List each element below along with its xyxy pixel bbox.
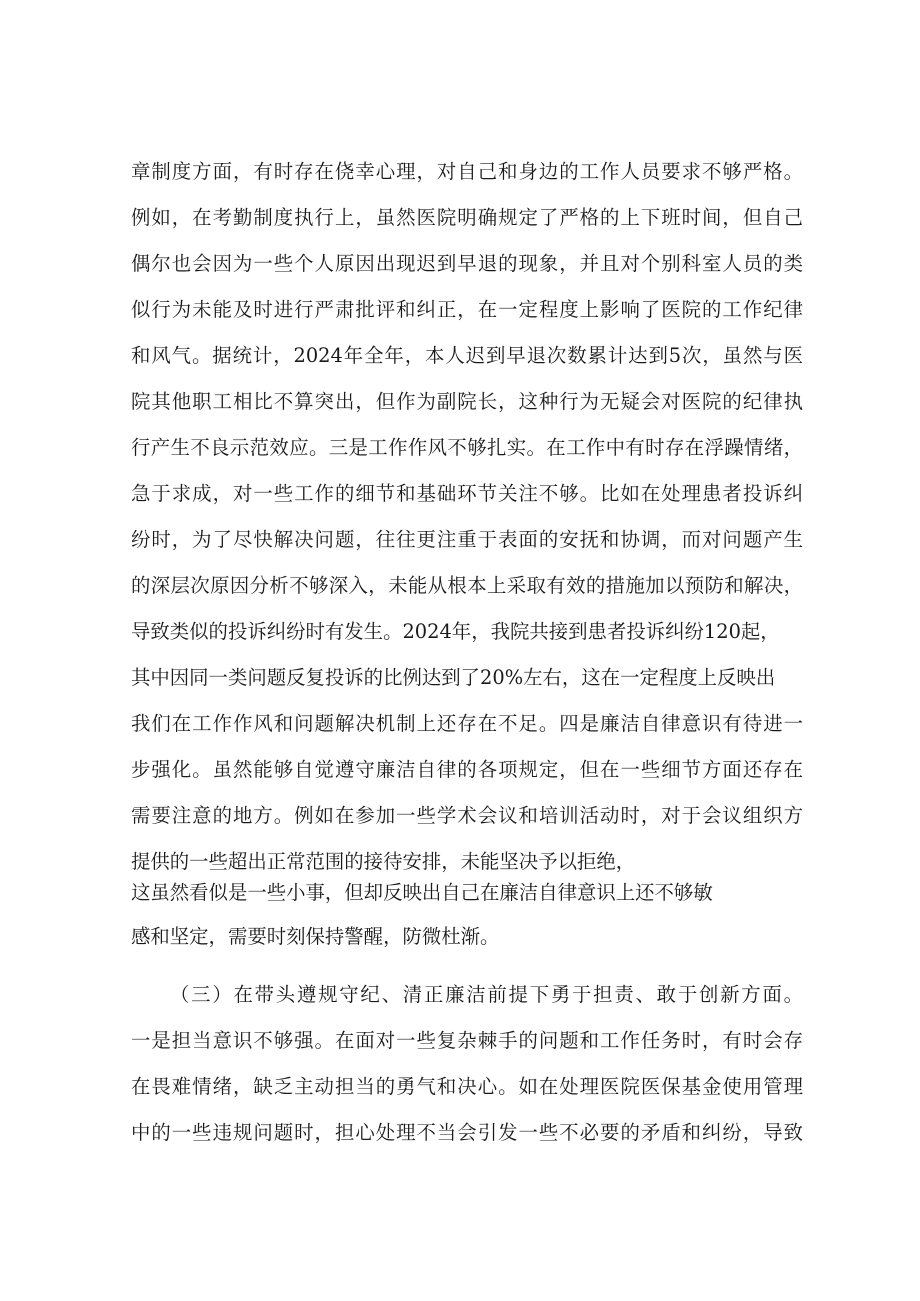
paragraph-line: 似行为未能及时进行严肃批评和纠正，在一定程度上影响了医院的工作纪律 <box>131 298 803 321</box>
paragraph-line: 这虽然看似是一些小事，但却反映出自己在廉洁自律意识上还不够敏 <box>131 881 713 904</box>
paragraph-line: 偶尔也会因为一些个人原因出现迟到早退的现象，并且对个别科室人员的类 <box>131 252 803 275</box>
paragraph-line: 行产生不良示范效应。三是工作作风不够扎实。在工作中有时存在浮躁情绪， <box>131 436 803 459</box>
paragraph-line: 纷时，为了尽快解决问题，往往更注重于表面的安抚和协调，而对问题产生 <box>131 528 803 551</box>
paragraph-line: 步强化。虽然能够自觉遵守廉洁自律的各项规定，但在一些细节方面还存在 <box>131 758 803 781</box>
paragraph-line: 和风气。据统计，2024年全年，本人迟到早退次数累计达到5次，虽然与医 <box>131 344 803 367</box>
paragraph-line: 院其他职工相比不算突出，但作为副院长，这种行为无疑会对医院的纪律执 <box>131 390 803 413</box>
paragraph-line: 我们在工作作风和问题解决机制上还存在不足。四是廉洁自律意识有待进一 <box>131 712 803 735</box>
paragraph-line: 一是担当意识不够强。在面对一些复杂棘手的问题和工作任务时，有时会存 <box>131 1029 803 1052</box>
paragraph-line: 例如，在考勤制度执行上，虽然医院明确规定了严格的上下班时间，但自己 <box>131 206 803 229</box>
paragraph-line: 导致类似的投诉纠纷时有发生。2024年，我院共接到患者投诉纠纷120起， <box>131 620 780 643</box>
paragraph-line: 需要注意的地方。例如在参加一些学术会议和培训活动时，对于会议组织方 <box>131 804 803 827</box>
paragraph-line: 章制度方面，有时存在侥幸心理，对自己和身边的工作人员要求不够严格。 <box>131 160 803 183</box>
paragraph-line: 在畏难情绪，缺乏主动担当的勇气和决心。如在处理医院医保基金使用管理 <box>131 1075 803 1098</box>
paragraph-line: 感和坚定，需要时刻保持警醒，防微杜渐。 <box>131 925 500 948</box>
paragraph-line: 其中因同一类问题反复投诉的比例达到了20%左右，这在一定程度上反映出 <box>131 666 776 689</box>
paragraph-line: 急于求成，对一些工作的细节和基础环节关注不够。比如在处理患者投诉纠 <box>131 482 803 505</box>
section-heading-line: （三）在带头遵规守纪、清正廉洁前提下勇于担责、敢于创新方面。 <box>170 983 803 1006</box>
paragraph-line: 中的一些违规问题时，担心处理不当会引发一些不必要的矛盾和纠纷，导致 <box>131 1121 803 1144</box>
paragraph-line: 的深层次原因分析不够深入，未能从根本上采取有效的措施加以预防和解决， <box>131 574 803 597</box>
paragraph-line: 提供的一些超出正常范围的接待安排，未能坚决予以拒绝， <box>131 850 636 873</box>
